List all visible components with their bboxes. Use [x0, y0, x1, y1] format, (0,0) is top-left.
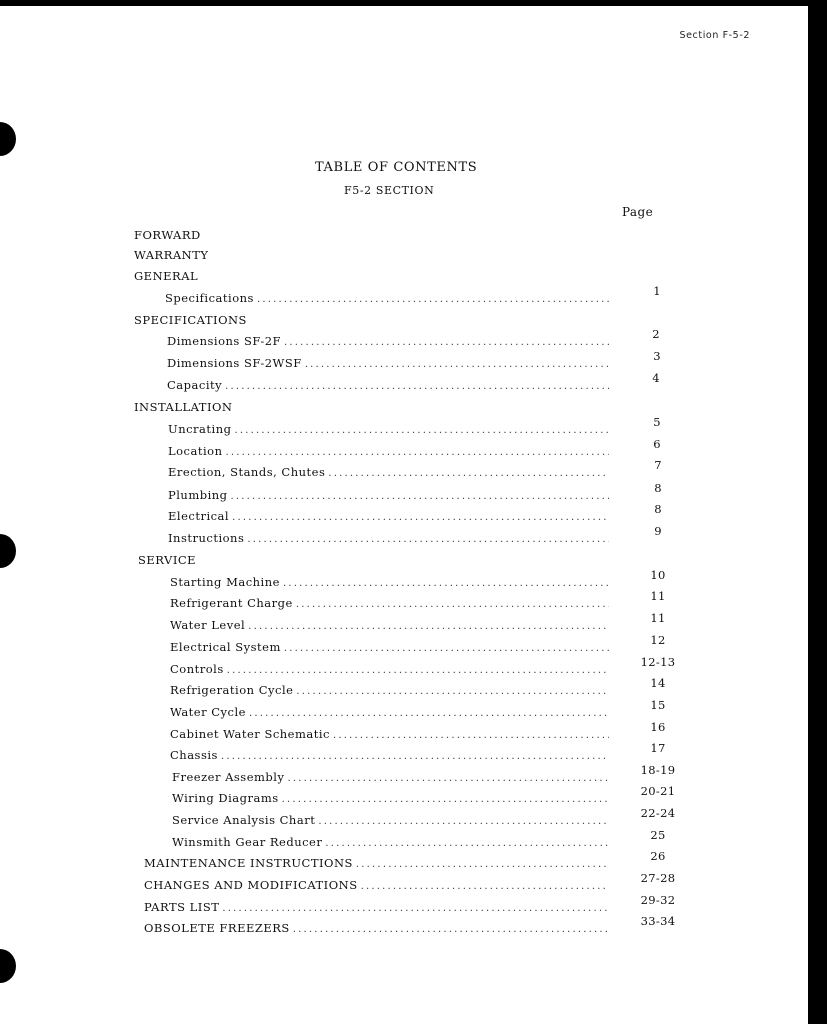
- toc-page-number: 27-28: [640, 871, 676, 885]
- dot-leader: [221, 751, 609, 762]
- dot-leader: [231, 491, 609, 502]
- dot-leader: [296, 686, 609, 697]
- toc-page-number: 12: [650, 633, 666, 647]
- toc-entry: [170, 592, 612, 610]
- toc-entry: [165, 287, 612, 305]
- toc-entry: [144, 917, 612, 935]
- toc-entry: [134, 309, 247, 327]
- toc-entry-label: Water Cycle: [170, 705, 246, 719]
- toc-page-number: 14: [650, 676, 666, 690]
- toc-page-number: 17: [650, 741, 666, 755]
- toc-entry: [172, 831, 612, 849]
- toc-entry-label: Specifications: [165, 291, 254, 305]
- binder-hole: [0, 949, 16, 983]
- toc-page-number: 4: [652, 371, 660, 385]
- toc-entry: [144, 896, 612, 914]
- toc-page-number: 3: [653, 349, 661, 363]
- dot-leader: [283, 578, 609, 589]
- toc-entry-label: Winsmith Gear Reducer: [172, 835, 323, 849]
- page-column-label: Page: [622, 205, 654, 219]
- toc-entry: [168, 440, 612, 458]
- toc-entry-label: PARTS LIST: [144, 900, 220, 914]
- toc-page-number: 29-32: [640, 893, 676, 907]
- toc-page-number: 33-34: [640, 914, 676, 928]
- toc-entry-label: Cabinet Water Schematic: [170, 727, 330, 741]
- toc-entry: [167, 330, 612, 348]
- toc-entry-label: CHANGES AND MODIFICATIONS: [144, 878, 358, 892]
- toc-page-number: 12-13: [640, 655, 676, 669]
- toc-entry: [134, 224, 201, 242]
- document-page: [0, 6, 808, 1024]
- toc-page-number: 16: [650, 720, 666, 734]
- toc-page-number: 15: [650, 698, 666, 712]
- dot-leader: [305, 359, 609, 370]
- toc-entry: [144, 852, 612, 870]
- dot-leader: [296, 599, 609, 610]
- toc-page-number: 22-24: [640, 806, 676, 820]
- dot-leader: [232, 512, 609, 523]
- dot-leader: [248, 621, 609, 632]
- dot-leader: [227, 665, 609, 676]
- toc-entry-label: Instructions: [168, 531, 245, 545]
- toc-entry-label: INSTALLATION: [134, 400, 233, 414]
- toc-entry-label: SERVICE: [138, 553, 197, 567]
- toc-entry: [168, 505, 612, 523]
- toc-entry-label: Freezer Assembly: [172, 770, 285, 784]
- toc-entry-label: Dimensions SF-2F: [167, 334, 282, 348]
- toc-page-number: 25: [650, 828, 666, 842]
- toc-entry: [170, 571, 612, 589]
- toc-entry: [168, 461, 612, 479]
- toc-entry: [167, 352, 612, 370]
- toc-page-number: 6: [653, 437, 661, 451]
- toc-entry-label: OBSOLETE FREEZERS: [144, 921, 290, 935]
- toc-page-number: 11: [650, 611, 666, 625]
- toc-page-number: 11: [650, 589, 666, 603]
- toc-entry-label: Service Analysis Chart: [172, 813, 316, 827]
- toc-entry-label: SPECIFICATIONS: [134, 313, 247, 327]
- dot-leader: [222, 903, 609, 914]
- section-label: Section F-5-2: [679, 30, 750, 41]
- toc-entry: [172, 766, 612, 784]
- dot-leader: [328, 468, 609, 479]
- dot-leader: [333, 730, 609, 741]
- toc-page-number: 10: [650, 568, 666, 582]
- dot-leader: [325, 838, 609, 849]
- toc-entry-label: Refrigerant Charge: [170, 596, 293, 610]
- binder-hole: [0, 534, 16, 568]
- toc-entry: [168, 527, 612, 545]
- toc-entry: [138, 549, 196, 567]
- toc-entry-label: WARRANTY: [134, 248, 209, 262]
- toc-page-number: 26: [650, 849, 666, 863]
- toc-entry-label: Starting Machine: [170, 575, 280, 589]
- toc-entry-label: Uncrating: [168, 422, 232, 436]
- toc-entry: [170, 636, 612, 654]
- toc-page-number: 9: [654, 524, 662, 538]
- page-subtitle: F5-2 SECTION: [344, 184, 435, 197]
- toc-page-number: 8: [654, 481, 662, 495]
- toc-page-number: 7: [654, 458, 662, 472]
- dot-leader: [287, 773, 609, 784]
- toc-page-number: 1: [653, 284, 661, 298]
- dot-leader: [249, 708, 609, 719]
- dot-leader: [247, 534, 609, 545]
- toc-entry-label: Chassis: [170, 748, 218, 762]
- page-title: TABLE OF CONTENTS: [315, 160, 478, 175]
- toc-entry-label: Electrical System: [170, 640, 281, 654]
- dot-leader: [284, 643, 609, 654]
- toc-entry-label: GENERAL: [134, 269, 199, 283]
- binder-hole: [0, 122, 16, 156]
- toc-entry: [144, 874, 612, 892]
- dot-leader: [318, 816, 609, 827]
- dot-leader: [284, 337, 609, 348]
- toc-entry: [168, 484, 612, 502]
- toc-entry-label: Capacity: [167, 378, 223, 392]
- dot-leader: [226, 447, 610, 458]
- toc-entry: [170, 614, 612, 632]
- dot-leader: [257, 294, 609, 305]
- toc-entry: [170, 723, 612, 741]
- toc-entry: [172, 787, 612, 805]
- toc-entry-label: Wiring Diagrams: [172, 791, 279, 805]
- toc-entry: [168, 418, 612, 436]
- toc-entry: [134, 396, 232, 414]
- toc-entry-label: Controls: [170, 662, 224, 676]
- toc-entry: [170, 679, 612, 697]
- toc-entry: [170, 744, 612, 762]
- toc-page-number: 20-21: [640, 784, 676, 798]
- toc-page-number: 8: [654, 502, 662, 516]
- dot-leader: [356, 859, 609, 870]
- dot-leader: [225, 381, 609, 392]
- toc-entry-label: FORWARD: [134, 228, 201, 242]
- toc-entry-label: MAINTENANCE INSTRUCTIONS: [144, 856, 353, 870]
- toc-entry-label: Electrical: [168, 509, 230, 523]
- toc-page-number: 5: [653, 415, 661, 429]
- toc-page-number: 18-19: [640, 763, 676, 777]
- toc-entry-label: Water Level: [170, 618, 246, 632]
- toc-entry: [170, 658, 612, 676]
- toc-entry: [134, 244, 209, 262]
- toc-page-number: 2: [652, 327, 660, 341]
- toc-entry-label: Refrigeration Cycle: [170, 683, 294, 697]
- toc-entry-label: Plumbing: [168, 488, 228, 502]
- dot-leader: [361, 881, 609, 892]
- dot-leader: [282, 794, 609, 805]
- dot-leader: [234, 425, 609, 436]
- toc-entry-label: Location: [168, 444, 223, 458]
- dot-leader: [293, 924, 609, 935]
- toc-entry: [170, 701, 612, 719]
- toc-entry: [134, 265, 198, 283]
- toc-entry-label: Erection, Stands, Chutes: [168, 465, 326, 479]
- toc-entry-label: Dimensions SF-2WSF: [167, 356, 302, 370]
- toc-entry: [167, 374, 612, 392]
- toc-entry: [172, 809, 612, 827]
